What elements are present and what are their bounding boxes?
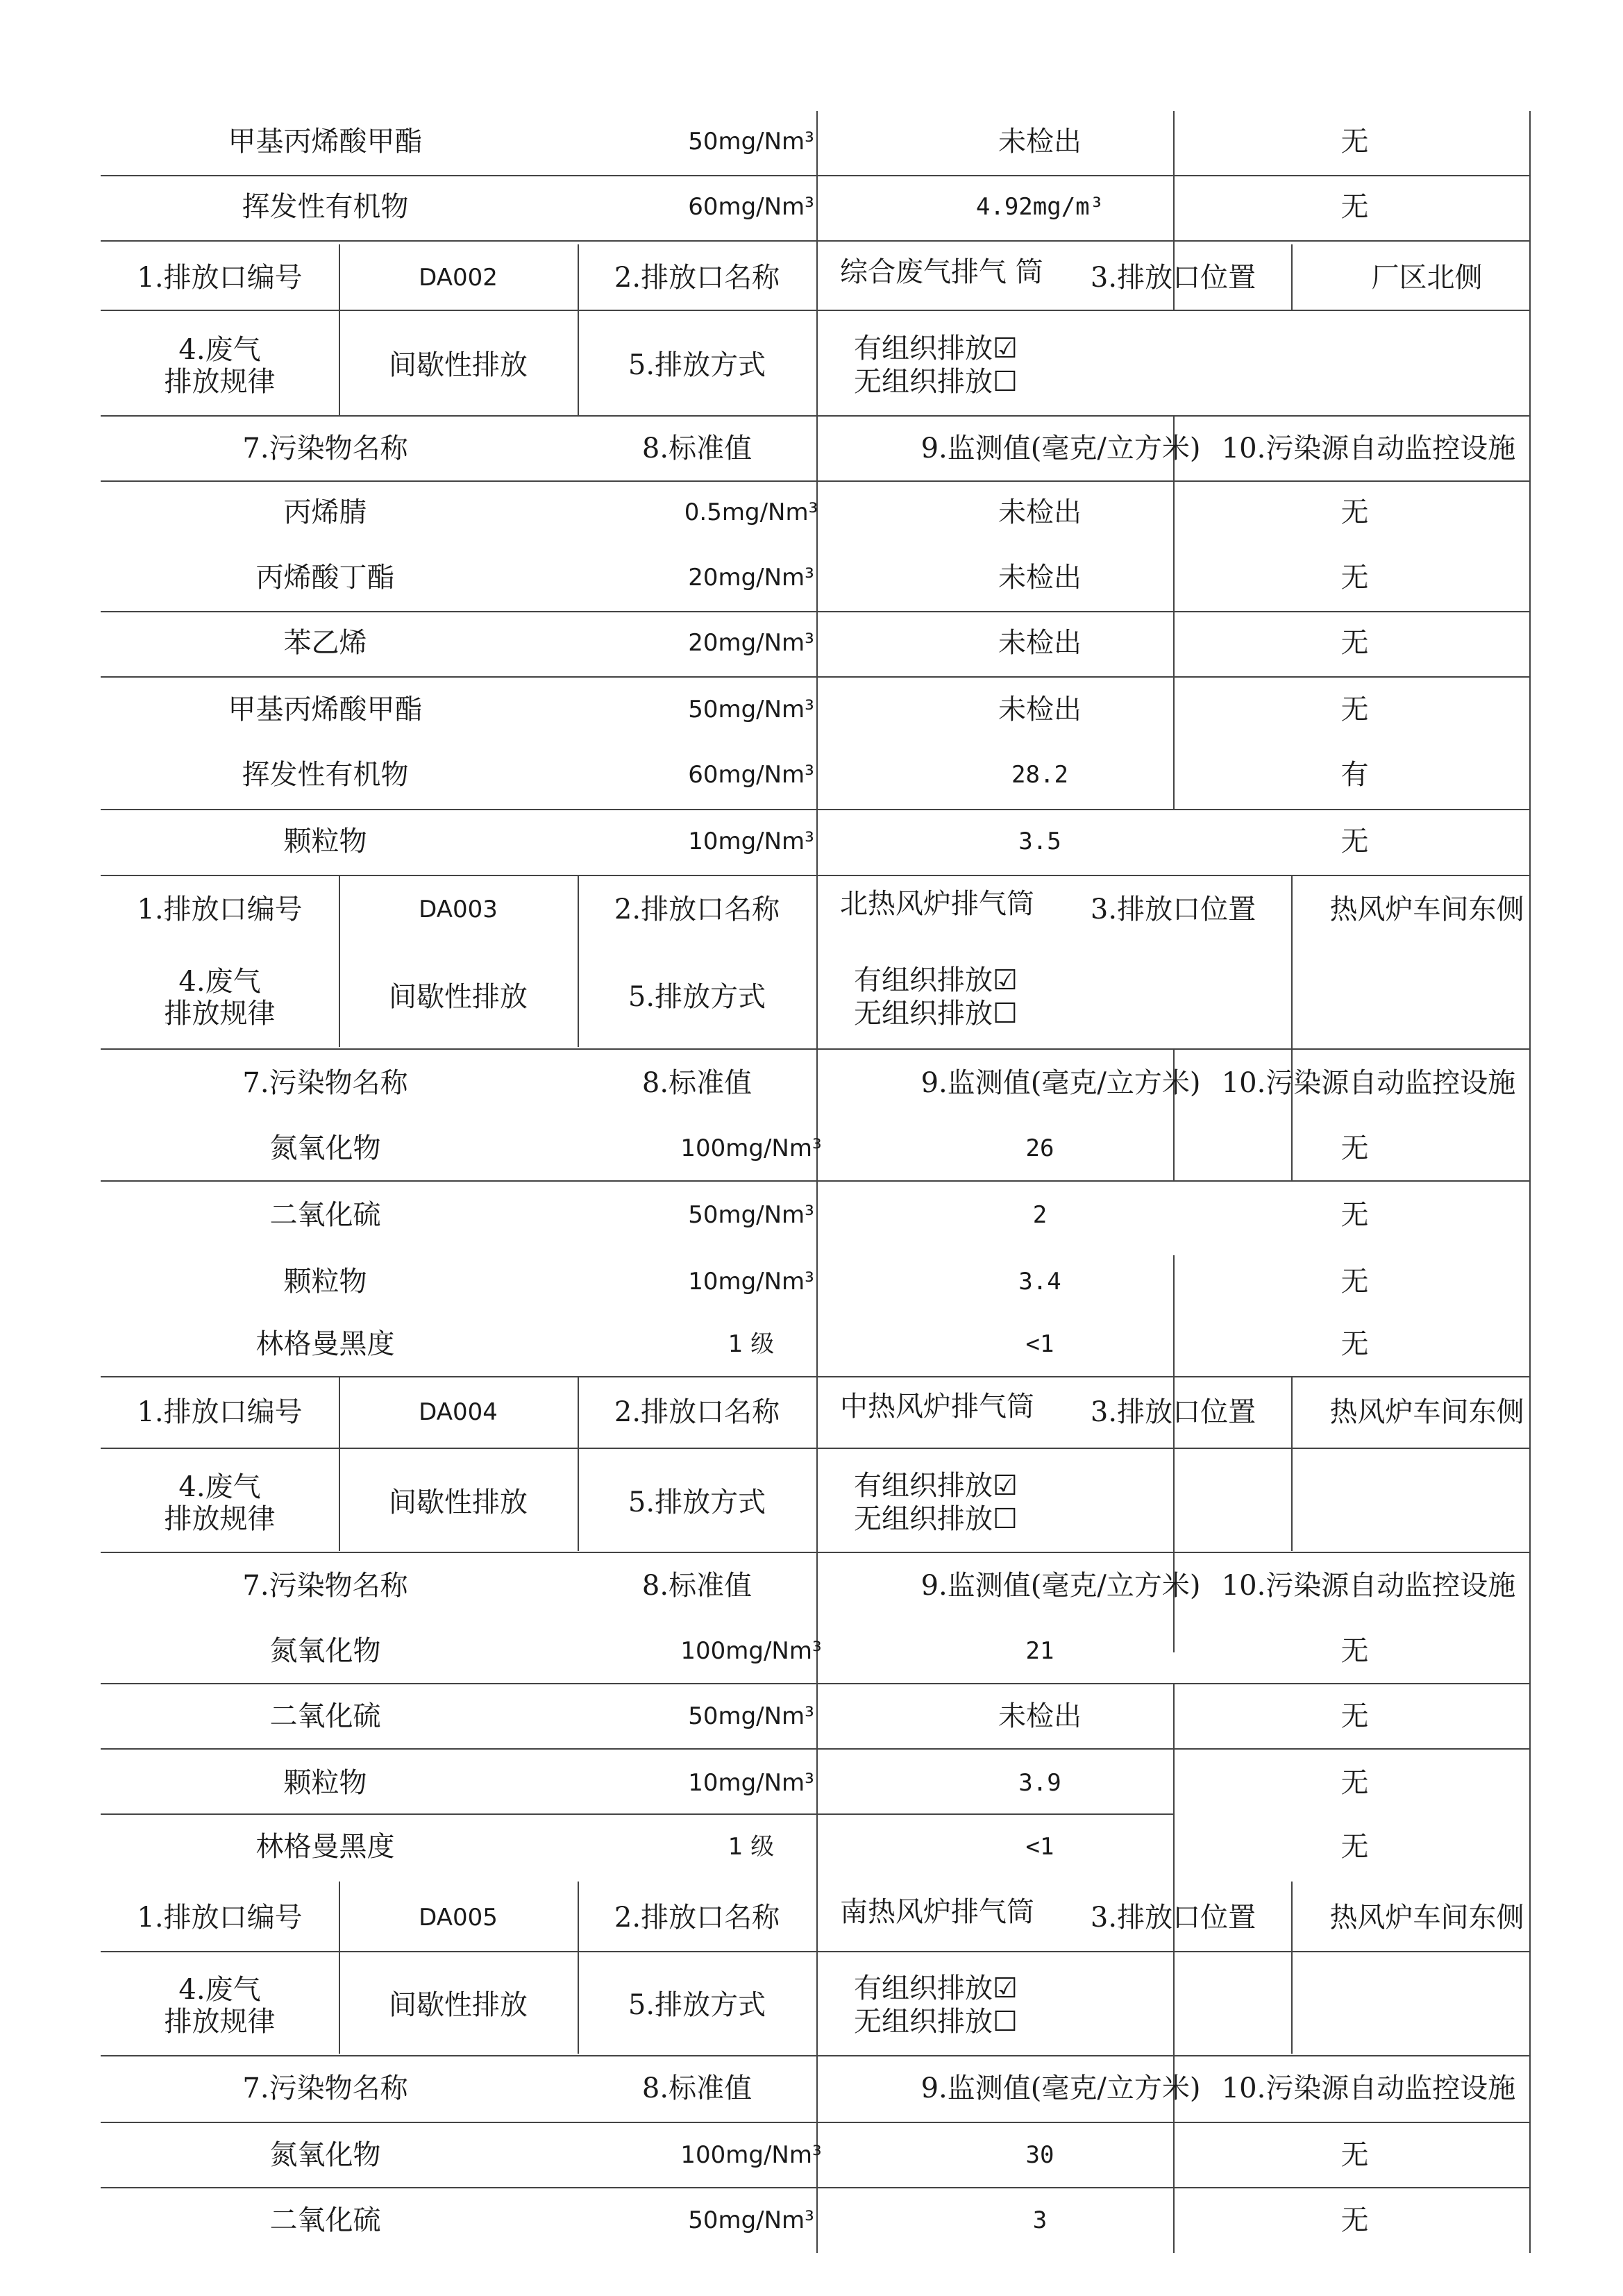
unorganized-discharge-option: 无组织排放☐ bbox=[854, 998, 1018, 1030]
auto-monitor-value: 无 bbox=[1340, 2139, 1369, 2171]
discharge-mode-label: 5.排放方式 bbox=[628, 1486, 766, 1518]
table-rule bbox=[1173, 415, 1175, 809]
measured-value: 21 bbox=[1025, 1637, 1054, 1665]
auto-monitor-value: 无 bbox=[1340, 1700, 1369, 1732]
outlet-name-label: 2.排放口名称 bbox=[614, 1396, 780, 1428]
outlet-position-label: 3.排放口位置 bbox=[1090, 262, 1256, 294]
measured-value: 28.2 bbox=[1011, 761, 1068, 789]
exhaust-rule-label: 4.废气 bbox=[178, 1471, 261, 1503]
pollutant-name: 甲基丙烯酸甲酯 bbox=[228, 126, 423, 158]
pollutant-name: 二氧化硫 bbox=[269, 1199, 381, 1231]
auto-monitor-value: 有 bbox=[1340, 759, 1369, 791]
discharge-mode-label: 5.排放方式 bbox=[628, 981, 766, 1013]
table-rule bbox=[578, 1882, 579, 2054]
standard-value: 1 级 bbox=[728, 1833, 775, 1861]
table-rule bbox=[816, 111, 818, 2253]
auto-monitor-value: 无 bbox=[1340, 1635, 1369, 1667]
unorganized-discharge-option: 无组织排放☐ bbox=[854, 2006, 1018, 2038]
discharge-mode-label: 5.排放方式 bbox=[628, 1989, 766, 2021]
pollutant-name: 丙烯酸丁酯 bbox=[255, 562, 395, 594]
auto-monitor-value: 无 bbox=[1340, 1767, 1369, 1799]
table-rule bbox=[101, 809, 1529, 810]
measured-value: 2 bbox=[1032, 1201, 1048, 1229]
outlet-name-label: 2.排放口名称 bbox=[614, 1902, 780, 1934]
outlet-position-value: 热风炉车间东侧 bbox=[1329, 894, 1524, 925]
table-rule bbox=[1291, 1882, 1293, 2054]
standard-value: 50mg/Nm³ bbox=[688, 1702, 814, 1730]
table-rule bbox=[101, 2187, 1529, 2188]
outlet-position-label: 3.排放口位置 bbox=[1090, 894, 1256, 925]
table-rule bbox=[101, 1951, 1529, 1952]
measured-value: 未检出 bbox=[998, 496, 1082, 528]
outlet-name-value: 中热风炉排气筒 bbox=[840, 1391, 1034, 1423]
standard-value: 50mg/Nm³ bbox=[688, 1201, 814, 1229]
measured-value: 3 bbox=[1032, 2206, 1048, 2234]
auto-monitor-header: 10.污染源自动监控设施 bbox=[1221, 1570, 1516, 1602]
organized-discharge-option: 有组织排放☑ bbox=[854, 333, 1018, 364]
outlet-id-value: DA005 bbox=[419, 1904, 498, 1932]
auto-monitor-header: 10.污染源自动监控设施 bbox=[1221, 433, 1516, 464]
auto-monitor-value: 无 bbox=[1340, 191, 1369, 223]
unorganized-discharge-option: 无组织排放☐ bbox=[854, 1503, 1018, 1535]
table-rule bbox=[101, 1748, 1529, 1750]
measured-value: 3.5 bbox=[1018, 828, 1061, 855]
measured-value: 26 bbox=[1025, 1134, 1054, 1162]
measured-value: 未检出 bbox=[998, 562, 1082, 594]
exhaust-rule-value: 间歇性排放 bbox=[389, 981, 528, 1013]
standard-header: 8.标准值 bbox=[641, 1067, 752, 1099]
table-rule bbox=[101, 1448, 1529, 1449]
measured-header: 9.监测值(毫克/立方米) bbox=[920, 2072, 1201, 2104]
table-rule bbox=[101, 1180, 1529, 1182]
table-rule bbox=[101, 875, 1529, 876]
standard-header: 8.标准值 bbox=[641, 2072, 752, 2104]
auto-monitor-value: 无 bbox=[1340, 1831, 1369, 1863]
auto-monitor-value: 无 bbox=[1340, 627, 1369, 659]
measured-value: 4.92mg/m³ bbox=[975, 193, 1104, 221]
pollutant-name: 颗粒物 bbox=[283, 1767, 367, 1799]
auto-monitor-value: 无 bbox=[1340, 1132, 1369, 1164]
discharge-mode-label: 5.排放方式 bbox=[628, 349, 766, 381]
table-rule bbox=[1529, 111, 1531, 2253]
table-rule bbox=[101, 611, 1529, 612]
auto-monitor-value: 无 bbox=[1340, 694, 1369, 726]
standard-value: 10mg/Nm³ bbox=[688, 828, 814, 855]
outlet-position-value: 热风炉车间东侧 bbox=[1329, 1396, 1524, 1428]
pollutant-name: 丙烯腈 bbox=[283, 496, 367, 528]
table-rule bbox=[339, 876, 340, 1047]
table-rule bbox=[339, 1377, 340, 1551]
pollutant-name: 二氧化硫 bbox=[269, 2204, 381, 2236]
measured-header: 9.监测值(毫克/立方米) bbox=[920, 1067, 1201, 1099]
pollutant-name: 氮氧化物 bbox=[269, 1132, 381, 1164]
outlet-position-value: 热风炉车间东侧 bbox=[1329, 1902, 1524, 1934]
pollutant-name: 甲基丙烯酸甲酯 bbox=[228, 694, 423, 726]
measured-value: 3.9 bbox=[1018, 1769, 1061, 1797]
outlet-id-label: 1.排放口编号 bbox=[137, 894, 303, 925]
table-rule bbox=[101, 2055, 1529, 2056]
exhaust-rule-label: 排放规律 bbox=[164, 366, 276, 398]
standard-value: 0.5mg/Nm³ bbox=[684, 498, 818, 526]
unorganized-discharge-option: 无组织排放☐ bbox=[854, 366, 1018, 398]
standard-value: 20mg/Nm³ bbox=[688, 629, 814, 657]
auto-monitor-value: 无 bbox=[1340, 1328, 1369, 1360]
outlet-id-value: DA003 bbox=[419, 896, 498, 923]
pollutant-header: 7.污染物名称 bbox=[242, 1570, 408, 1602]
table-rule bbox=[1291, 876, 1293, 1180]
standard-value: 100mg/Nm³ bbox=[680, 2141, 822, 2169]
table-rule bbox=[101, 1683, 1529, 1684]
measured-value: 未检出 bbox=[998, 694, 1082, 726]
standard-value: 20mg/Nm³ bbox=[688, 564, 814, 592]
exhaust-rule-label: 排放规律 bbox=[164, 1503, 276, 1535]
pollutant-name: 挥发性有机物 bbox=[242, 191, 409, 223]
organized-discharge-option: 有组织排放☑ bbox=[854, 1470, 1018, 1502]
exhaust-rule-value: 间歇性排放 bbox=[389, 349, 528, 381]
pollutant-name: 林格曼黑度 bbox=[255, 1831, 395, 1863]
pollutant-name: 颗粒物 bbox=[283, 826, 367, 857]
exhaust-rule-label: 排放规律 bbox=[164, 2006, 276, 2038]
standard-header: 8.标准值 bbox=[641, 1570, 752, 1602]
auto-monitor-value: 无 bbox=[1340, 2204, 1369, 2236]
measured-value: 30 bbox=[1025, 2141, 1054, 2169]
table-rule bbox=[101, 240, 1529, 242]
auto-monitor-value: 无 bbox=[1340, 126, 1369, 158]
exhaust-rule-label: 4.废气 bbox=[178, 1974, 261, 2006]
table-rule bbox=[101, 415, 1529, 417]
table-rule bbox=[101, 175, 1529, 176]
measured-header: 9.监测值(毫克/立方米) bbox=[920, 433, 1201, 464]
table-rule bbox=[578, 876, 579, 1047]
pollutant-header: 7.污染物名称 bbox=[242, 433, 408, 464]
standard-header: 8.标准值 bbox=[641, 433, 752, 464]
auto-monitor-value: 无 bbox=[1340, 1199, 1369, 1231]
measured-header: 9.监测值(毫克/立方米) bbox=[920, 1570, 1201, 1602]
pollutant-name: 二氧化硫 bbox=[269, 1700, 381, 1732]
pollutant-name: 氮氧化物 bbox=[269, 2139, 381, 2171]
outlet-id-label: 1.排放口编号 bbox=[137, 1902, 303, 1934]
table-rule bbox=[101, 2122, 1529, 2123]
auto-monitor-header: 10.污染源自动监控设施 bbox=[1221, 1067, 1516, 1099]
exhaust-rule-label: 4.废气 bbox=[178, 334, 261, 366]
auto-monitor-value: 无 bbox=[1340, 1266, 1369, 1298]
outlet-name-value: 南热风炉排气筒 bbox=[840, 1896, 1034, 1928]
measured-value: <1 bbox=[1025, 1833, 1054, 1861]
organized-discharge-option: 有组织排放☑ bbox=[854, 1972, 1018, 2004]
measured-value: <1 bbox=[1025, 1330, 1054, 1358]
exhaust-rule-value: 间歇性排放 bbox=[389, 1989, 528, 2021]
table-rule bbox=[1173, 1683, 1175, 2253]
outlet-name-label: 2.排放口名称 bbox=[614, 262, 780, 294]
pollutant-header: 7.污染物名称 bbox=[242, 1067, 408, 1099]
measured-value: 3.4 bbox=[1018, 1268, 1061, 1296]
outlet-id-label: 1.排放口编号 bbox=[137, 1396, 303, 1428]
pollutant-name: 挥发性有机物 bbox=[242, 759, 409, 791]
outlet-id-value: DA002 bbox=[419, 264, 498, 292]
outlet-name-value: 综合废气排气 筒 bbox=[840, 256, 1043, 288]
table-rule bbox=[101, 310, 1529, 311]
exhaust-rule-value: 间歇性排放 bbox=[389, 1486, 528, 1518]
outlet-id-value: DA004 bbox=[419, 1398, 498, 1426]
auto-monitor-value: 无 bbox=[1340, 496, 1369, 528]
standard-value: 10mg/Nm³ bbox=[688, 1769, 814, 1797]
pollutant-name: 林格曼黑度 bbox=[255, 1328, 395, 1360]
pollutant-name: 苯乙烯 bbox=[283, 627, 367, 659]
auto-monitor-header: 10.污染源自动监控设施 bbox=[1221, 2072, 1516, 2104]
outlet-position-value: 厂区北侧 bbox=[1371, 262, 1483, 294]
exhaust-rule-label: 排放规律 bbox=[164, 998, 276, 1030]
outlet-id-label: 1.排放口编号 bbox=[137, 262, 303, 294]
auto-monitor-value: 无 bbox=[1340, 562, 1369, 594]
standard-value: 60mg/Nm³ bbox=[688, 761, 814, 789]
table-rule bbox=[339, 244, 340, 415]
pollutant-name: 颗粒物 bbox=[283, 1266, 367, 1298]
standard-value: 50mg/Nm³ bbox=[688, 2206, 814, 2234]
standard-value: 10mg/Nm³ bbox=[688, 1268, 814, 1296]
standard-value: 100mg/Nm³ bbox=[680, 1134, 822, 1162]
outlet-position-label: 3.排放口位置 bbox=[1090, 1396, 1256, 1428]
standard-value: 50mg/Nm³ bbox=[688, 696, 814, 723]
table-rule bbox=[578, 244, 579, 415]
table-rule bbox=[339, 1882, 340, 2054]
standard-value: 50mg/Nm³ bbox=[688, 128, 814, 156]
measured-value: 未检出 bbox=[998, 126, 1082, 158]
table-rule bbox=[1291, 244, 1293, 310]
table-rule bbox=[101, 1048, 1529, 1050]
table-rule bbox=[578, 1377, 579, 1551]
outlet-name-value: 北热风炉排气筒 bbox=[840, 888, 1034, 920]
organized-discharge-option: 有组织排放☑ bbox=[854, 964, 1018, 996]
auto-monitor-value: 无 bbox=[1340, 826, 1369, 857]
measured-value: 未检出 bbox=[998, 1700, 1082, 1732]
standard-value: 1 级 bbox=[728, 1330, 775, 1358]
table-rule bbox=[101, 676, 1529, 678]
table-rule bbox=[1291, 1377, 1293, 1551]
table-rule bbox=[101, 480, 1529, 482]
pollutant-header: 7.污染物名称 bbox=[242, 2072, 408, 2104]
outlet-name-label: 2.排放口名称 bbox=[614, 894, 780, 925]
table-rule bbox=[101, 1813, 1173, 1815]
standard-value: 60mg/Nm³ bbox=[688, 193, 814, 221]
outlet-position-label: 3.排放口位置 bbox=[1090, 1902, 1256, 1934]
table-rule bbox=[101, 1552, 1529, 1553]
exhaust-rule-label: 4.废气 bbox=[178, 966, 261, 998]
pollutant-name: 氮氧化物 bbox=[269, 1635, 381, 1667]
table-rule bbox=[101, 1376, 1529, 1377]
measured-value: 未检出 bbox=[998, 627, 1082, 659]
standard-value: 100mg/Nm³ bbox=[680, 1637, 822, 1665]
